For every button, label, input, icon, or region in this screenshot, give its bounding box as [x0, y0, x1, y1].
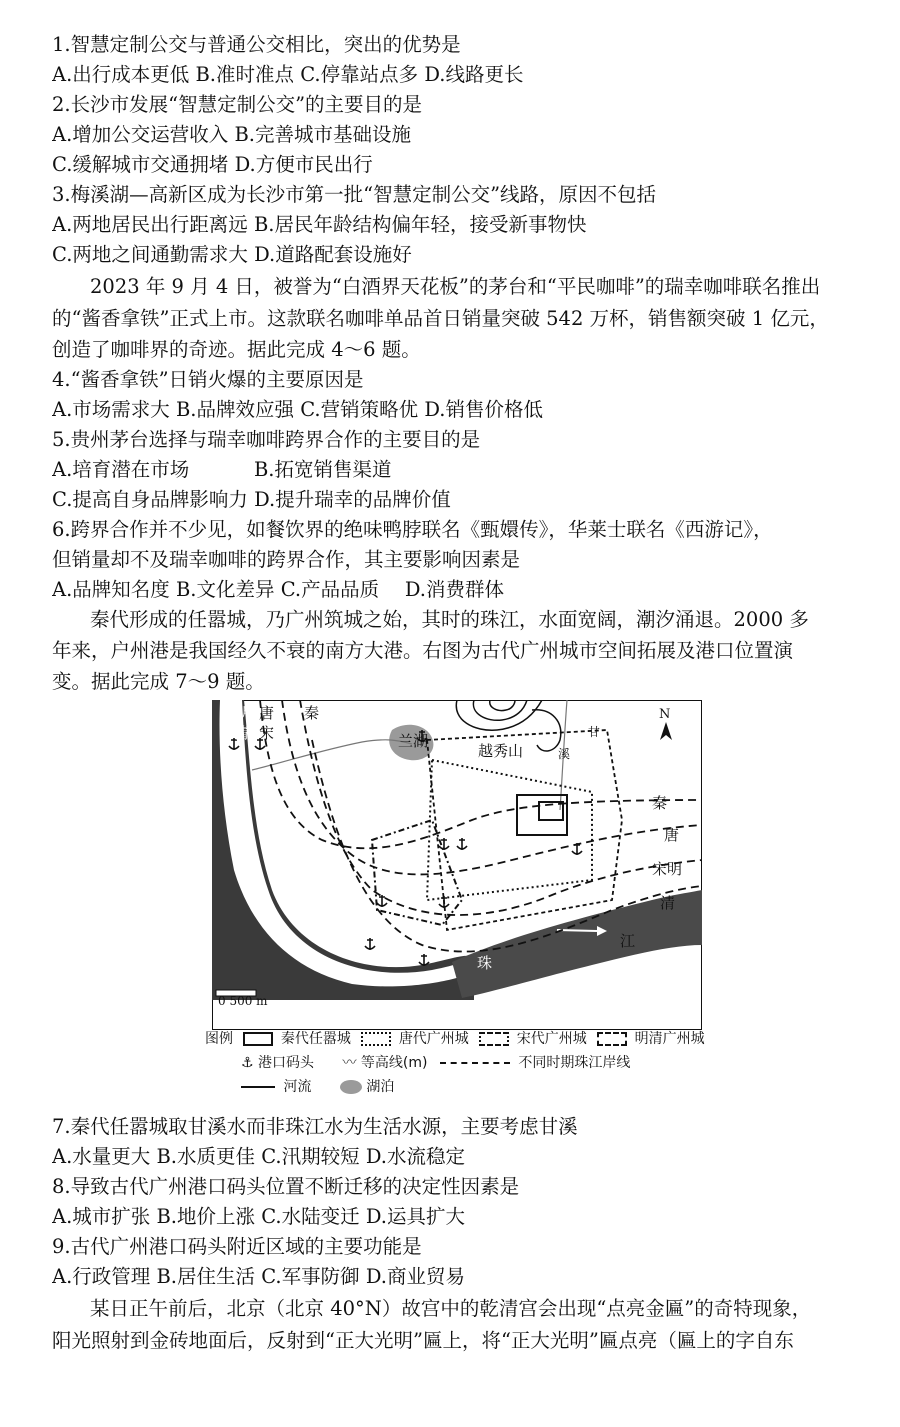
legend-title: 图例	[205, 1031, 233, 1047]
passage-2-line-2: 的“酱香拿铁”正式上市。这款联名咖啡单品首日销量突破 542 万杯，销售额突破 1 亿元，	[52, 307, 829, 330]
map-label-lake: 兰湖	[398, 732, 429, 750]
legend-river: 河流	[283, 1079, 312, 1095]
map-label-mountain: 越秀山	[478, 742, 524, 760]
q4-stem: 4.“酱香拿铁”日销火爆的主要原因是	[52, 368, 364, 391]
q3-options-cd: C.两地之间通勤需求大 D.道路配套设施好	[52, 243, 412, 266]
q1-stem: 1.智慧定制公交与普通公交相比，突出的优势是	[52, 33, 461, 56]
map-right-tang: 唐	[664, 826, 680, 844]
q2-stem: 2.长沙市发展“智慧定制公交”的主要目的是	[52, 93, 423, 116]
q5-options-cd: C.提高自身品牌影响力 D.提升瑞幸的品牌价值	[52, 488, 451, 511]
passage-2-line-1: 2023 年 9 月 4 日，被誉为“白酒界天花板”的茅台和“平民咖啡”的瑞幸咖啡联名推出	[90, 275, 821, 298]
map-right-songming: 宋明	[652, 860, 683, 878]
q1-options: A.出行成本更低 B.准时准点 C.停靠站点多 D.线路更长	[52, 63, 524, 86]
passage-4-line-2: 阳光照射到金砖地面后，反射到“正大光明”匾上，将“正大光明”匾点亮（匾上的字自东	[52, 1329, 794, 1352]
map-scale-label: 0 500 m	[218, 994, 268, 1008]
legend-tang: 唐代广州城	[398, 1031, 469, 1047]
map-label-zhu: 珠	[477, 954, 493, 972]
q4-options: A.市场需求大 B.品牌效应强 C.营销策略优 D.销售价格低	[52, 398, 543, 421]
map-legend-row-3	[205, 1076, 705, 1098]
map-label-qing: 清	[234, 724, 250, 742]
q8-options: A.城市扩张 B.地价上涨 C.水陆变迁 D.运具扩大	[52, 1205, 465, 1228]
q5-options-ab: A.培育潜在市场 B.拓宽销售渠道	[52, 458, 392, 481]
legend-ming-swatch	[597, 1032, 627, 1046]
passage-3-line-1: 秦代形成的任嚣城，乃广州筑城之始，其时的珠江，水面宽阔，潮汐涌退。2000 多	[90, 608, 809, 631]
q7-options: A.水量更大 B.水质更佳 C.汛期较短 D.水流稳定	[52, 1145, 465, 1168]
map-label-tang: 唐	[259, 704, 275, 722]
q3-stem: 3.梅溪湖—高新区成为长沙市第一批“智慧定制公交”线路，原因不包括	[52, 183, 657, 206]
passage-4-line-1: 某日正午前后，北京（北京 40°N）故宫中的乾清宫会出现“点亮金匾”的奇特现象，	[90, 1297, 812, 1320]
q6-stem-1: 6.跨界合作并不少见，如餐饮界的绝味鸭脖联名《甄嬛传》，华莱士联名《西游记》，	[52, 518, 773, 541]
map-label-gan: 甘	[588, 725, 601, 739]
passage-3-line-2: 年来，户州港是我国经久不衰的南方大港。右图为古代广州城市空间拓展及港口位置演	[52, 639, 794, 662]
legend-qin-swatch	[243, 1032, 273, 1046]
anchor-icon: ⚓	[241, 1055, 254, 1071]
q8-stem: 8.导致古代广州港口码头位置不断迁移的决定性因素是	[52, 1175, 520, 1198]
q9-options: A.行政管理 B.居住生活 C.军事防御 D.商业贸易	[52, 1265, 465, 1288]
map-label-jiang: 江	[620, 932, 636, 950]
legend-lake: 湖泊	[366, 1079, 395, 1095]
map-right-qing: 清	[660, 894, 676, 912]
map-legend-row-1	[205, 1028, 705, 1050]
legend-song-swatch	[479, 1032, 509, 1046]
passage-3-line-3: 变。据此完成 7～9 题。	[52, 670, 265, 693]
q7-stem: 7.秦代任嚣城取甘溪水而非珠江水为生活水源，主要考虑甘溪	[52, 1115, 578, 1138]
legend-ming: 明清广州城	[634, 1031, 705, 1047]
map-label-song: 宋	[259, 724, 275, 742]
legend-tang-swatch	[361, 1032, 391, 1046]
map-legend-row-2	[205, 1052, 705, 1074]
q2-options-cd: C.缓解城市交通拥堵 D.方便市民出行	[52, 153, 373, 176]
q6-options: A.品牌知名度 B.文化差异 C.产品品质 D.消费群体	[52, 578, 504, 601]
north-label: N	[659, 707, 671, 722]
map-label-qin: 秦	[304, 704, 320, 722]
q6-stem-2: 但销量却不及瑞幸咖啡的跨界合作，其主要影响因素是	[52, 548, 521, 571]
legend-song: 宋代广州城	[516, 1031, 587, 1047]
lake-icon	[340, 1080, 362, 1094]
map-right-qin: 秦	[652, 794, 668, 812]
q3-options-ab: A.两地居民出行距离远 B.居民年龄结构偏年轻，接受新事物快	[52, 213, 587, 236]
passage-2-line-3: 创造了咖啡界的奇迹。据此完成 4～6 题。	[52, 338, 421, 361]
river-icon	[241, 1086, 275, 1088]
legend-shore-swatch	[440, 1062, 510, 1064]
q9-stem: 9.古代广州港口码头附近区域的主要功能是	[52, 1235, 422, 1258]
legend-shore: 不同时期珠江岸线	[518, 1055, 631, 1071]
q5-stem: 5.贵州茅台选择与瑞幸咖啡跨界合作的主要目的是	[52, 428, 481, 451]
map-label-ming: 明	[236, 704, 252, 722]
guangzhou-map	[212, 700, 702, 1030]
contour-icon: 〰	[342, 1055, 357, 1071]
legend-port: 港口码头	[258, 1055, 315, 1071]
legend-contour: 等高线(m)	[360, 1055, 428, 1071]
q2-options-ab: A.增加公交运营收入 B.完善城市基础设施	[52, 123, 412, 146]
legend-qin: 秦代任嚣城	[280, 1031, 351, 1047]
map-label-xi: 溪	[558, 747, 571, 761]
